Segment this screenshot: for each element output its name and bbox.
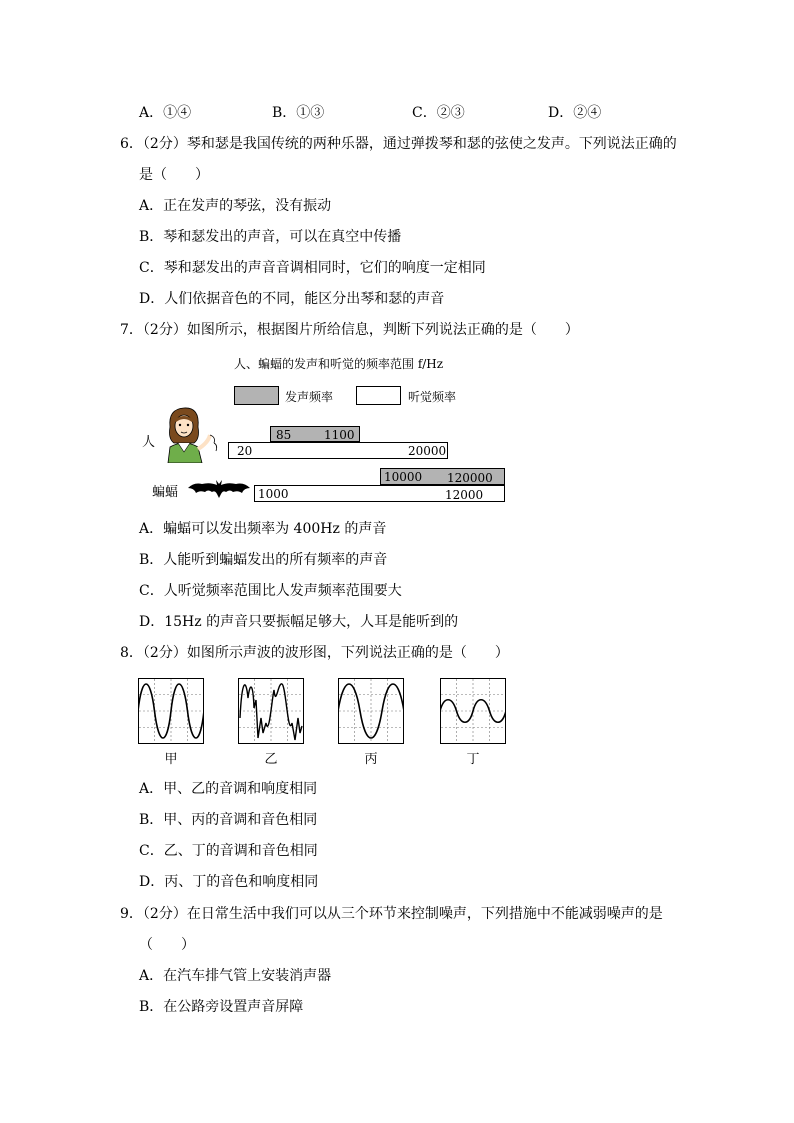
q8-option-b: B．甲、丙的音调和音色相同	[139, 812, 318, 828]
q6-stem-line2: 是（ ）	[139, 167, 209, 183]
q8-option-c: C．乙、丁的音调和音色相同	[139, 843, 318, 859]
bat-emit-high: 120000	[447, 471, 493, 485]
human-hear-low: 20	[237, 444, 253, 458]
q5-option-a: A．①④	[139, 105, 192, 121]
bat-hear-low: 1000	[258, 487, 289, 501]
human-emit-low: 85	[276, 428, 292, 442]
waveform-label-bing: 丙	[364, 752, 378, 767]
bat-label: 蝙蝠	[152, 485, 179, 500]
q9-stem-line2: （ ）	[139, 937, 195, 953]
q7-option-c: C．人听觉频率范围比人发声频率范围要大	[139, 583, 402, 599]
legend-hear-label: 听觉频率	[408, 390, 457, 404]
q8-option-d: D．丙、丁的音色和响度相同	[139, 874, 319, 890]
q7-stem: 7．（2分）如图所示，根据图片所给信息，判断下列说法正确的是（ ）	[120, 322, 579, 338]
q6-option-b: B．琴和瑟发出的声音，可以在真空中传播	[139, 229, 402, 245]
waveform-label-yi: 乙	[264, 752, 278, 767]
q6-stem-line1: 6．（2分）琴和瑟是我国传统的两种乐器，通过弹拨琴和瑟的弦使之发声。下列说法正确的	[120, 136, 677, 152]
q6-option-c: C．琴和瑟发出的声音音调相同时，它们的响度一定相同	[139, 260, 486, 276]
q7-option-a: A．蝙蝠可以发出频率为 400Hz 的声音	[139, 521, 387, 537]
figure-title: 人、蝙蝠的发声和听觉的频率范围 f/Hz	[234, 357, 444, 371]
legend-hear-swatch	[356, 386, 401, 405]
q5-option-b: B．①③	[272, 105, 325, 121]
q9-stem-line1: 9．（2分）在日常生活中我们可以从三个环节来控制噪声，下列措施中不能减弱噪声的是	[120, 906, 663, 922]
legend-emit-swatch	[234, 386, 279, 405]
q5-option-d: D．②④	[548, 105, 602, 121]
q8-option-a: A．甲、乙的音调和响度相同	[139, 781, 318, 797]
waveform-yi	[238, 678, 304, 744]
q8-stem: 8．（2分）如图所示声波的波形图，下列说法正确的是（ ）	[120, 645, 509, 661]
q6-option-a: A．正在发声的琴弦，没有振动	[139, 198, 332, 214]
waveform-bing	[338, 678, 404, 744]
legend-emit-label: 发声频率	[285, 390, 334, 404]
waveform-label-ding: 丁	[466, 752, 480, 767]
bat-icon	[188, 476, 250, 502]
bat-emit-low: 10000	[384, 470, 423, 484]
q6-option-d: D．人们依据音色的不同，能区分出琴和瑟的声音	[139, 291, 445, 307]
woman-icon	[160, 405, 222, 463]
human-emit-high: 1100	[324, 428, 355, 442]
q9-option-b: B．在公路旁设置声音屏障	[139, 999, 304, 1015]
q7-option-b: B．人能听到蝙蝠发出的所有频率的声音	[139, 552, 388, 568]
q5-option-c: C．②③	[412, 105, 465, 121]
human-label: 人	[142, 435, 156, 450]
q9-option-a: A．在汽车排气管上安装消声器	[139, 968, 332, 984]
human-hear-high: 20000	[408, 444, 447, 458]
waveform-label-jia: 甲	[164, 752, 178, 767]
waveform-jia	[138, 678, 204, 744]
q7-option-d: D．15Hz 的声音只要振幅足够大，人耳是能听到的	[139, 614, 459, 630]
bat-hear-high: 12000	[445, 488, 484, 502]
waveform-ding	[440, 678, 506, 744]
